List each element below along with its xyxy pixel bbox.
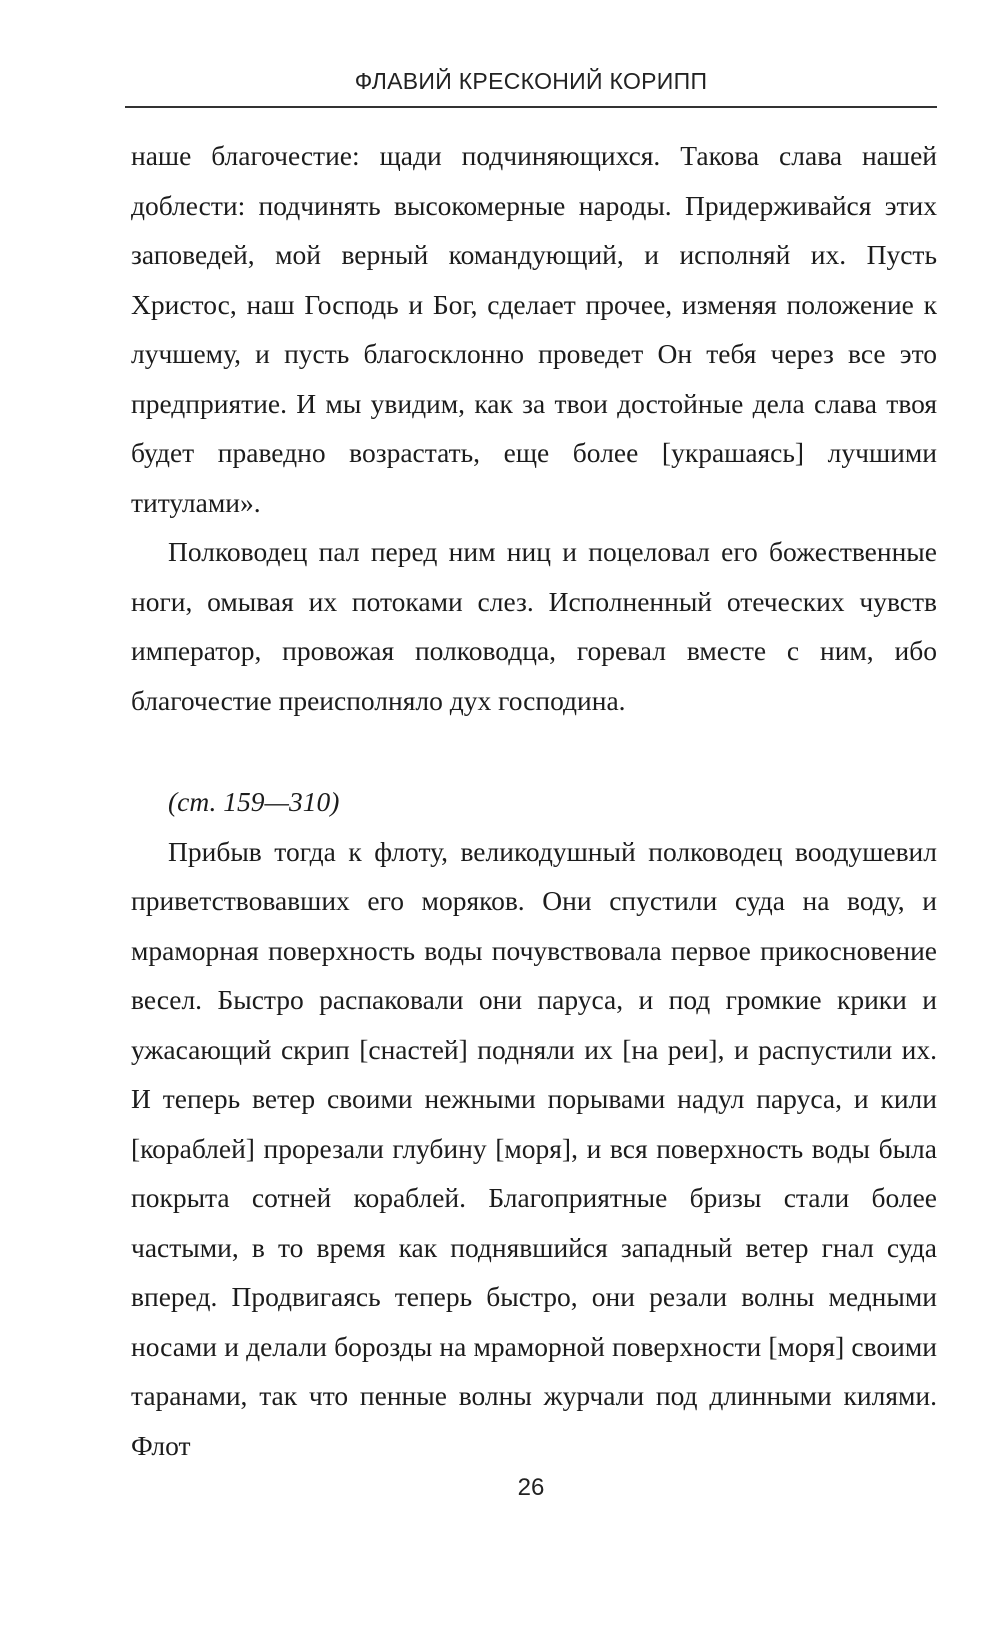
section-reference: (ст. 159—310) (168, 786, 340, 817)
running-head-title: ФЛАВИЙ КРЕСКОНИЙ КОРИПП (354, 68, 708, 94)
section-paragraph: Прибыв тогда к флоту, великодушный полководец воодушевил приветствовавших его моряков. Они спустили суда на воду, и мраморная поверхность воды почувствовала первое прикосновение весел. Быстро распаковали они паруса, и под громкие крики и ужасающий скрип [снастей] подняли их [на реи], и распустили их. И теперь ветер своими нежными порывами надул паруса, и кили [кораблей] прорезали глубину [моря], и вся поверхность воды была покрыта сотней кораблей. Благоприятные бризы стали более частыми, в то время как поднявшийся западный ветер гнал суда вперед. Продвигаясь теперь быстро, они резали волны медными носами и делали борозды на мраморной поверхности [моря] своими таранами, так что пенные волны журчали под длинными килями. Флот (131, 835, 937, 1461)
paragraph-continued: наше благочестие: щади подчиняющихся. Такова слава нашей доблести: подчинять высокомерные народы. Придерживайся этих заповедей, мой верный командующий, и исполняй их. Пусть Христос, наш Господь и Бог, сделает прочее, изменяя положение к лучшему, и пусть благосклонно проведет Он тебя через все это предприятие. И мы увидим, как за твои достойные дела слава твоя будет праведно возрастать, еще более [украшаясь] лучшими титулами». (131, 140, 937, 518)
body-text (131, 131, 937, 1470)
section-spacer (131, 725, 937, 777)
paragraph: Полководец пал перед ним ниц и поцеловал его божественные ноги, омывая их потоками слез. Исполненный отеческих чувств император, провожая полководца, горевал вместе с ним, ибо благочестие преисполняло дух господина. (131, 536, 937, 716)
page-number: 26 (517, 1474, 545, 1501)
header-rule (125, 106, 937, 108)
